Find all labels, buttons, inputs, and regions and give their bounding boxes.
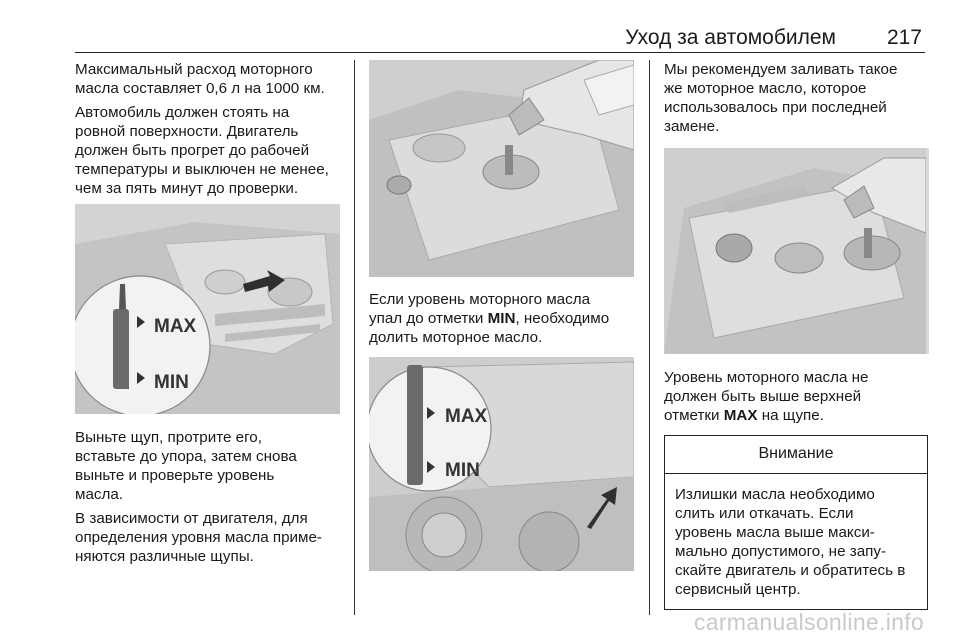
min-label: MIN bbox=[445, 460, 480, 481]
paragraph: Выньте щуп, протрите его, вставьте до упора, затем снова выньте и проверьте уровень масла. bbox=[75, 429, 297, 503]
oil-filling-figure bbox=[369, 60, 634, 277]
page-header bbox=[0, 0, 960, 56]
section-title: Уход за автомобилем bbox=[625, 26, 836, 49]
notice-title: Внимание bbox=[665, 436, 927, 474]
column-3 bbox=[664, 60, 929, 610]
column-1 bbox=[75, 60, 340, 571]
min-label: MIN bbox=[154, 372, 189, 393]
min-mark: MIN bbox=[487, 310, 516, 327]
paragraph: В зависимости от двигателя, для определения уровня масла приме- няются различные щупы. bbox=[75, 510, 322, 565]
paragraph: Если уровень моторного масла упал до отметки MIN, необходимо долить моторное масло. bbox=[369, 291, 610, 346]
max-label: MAX bbox=[154, 316, 197, 337]
warning-notice bbox=[664, 435, 928, 610]
column-2 bbox=[369, 60, 634, 571]
paragraph: Автомобиль должен стоять на ровной поверхности. Двигатель должен быть прогрет до рабочей температуры и выключен не менее, чем за пять минут до проверки. bbox=[75, 104, 329, 197]
oil-filling-closeup-figure bbox=[664, 148, 929, 354]
dipstick-figure-2 bbox=[369, 357, 634, 571]
max-mark: MAX bbox=[723, 407, 758, 424]
page-number: 217 bbox=[886, 26, 922, 49]
paragraph: Мы рекомендуем заливать такое же моторное масло, которое использовалось при последней замене. bbox=[664, 61, 898, 135]
dipstick-figure bbox=[75, 204, 340, 414]
header-rule bbox=[75, 52, 925, 53]
watermark: carmanualsonline.info bbox=[693, 609, 924, 635]
paragraph: Максимальный расход моторного масла составляет 0,6 л на 1000 км. bbox=[75, 61, 325, 97]
notice-body: Излишки масла необходимо слить или откачать. Если уровень масла выше макси- мально допустимого, не запу- скайте двигатель и обратитесь в сервисный центр. bbox=[675, 486, 906, 598]
column-divider bbox=[649, 60, 650, 615]
column-divider bbox=[354, 60, 355, 615]
paragraph: Уровень моторного масла не должен быть выше верхней отметки MAX на щупе. bbox=[664, 369, 869, 424]
max-label: MAX bbox=[445, 406, 488, 427]
